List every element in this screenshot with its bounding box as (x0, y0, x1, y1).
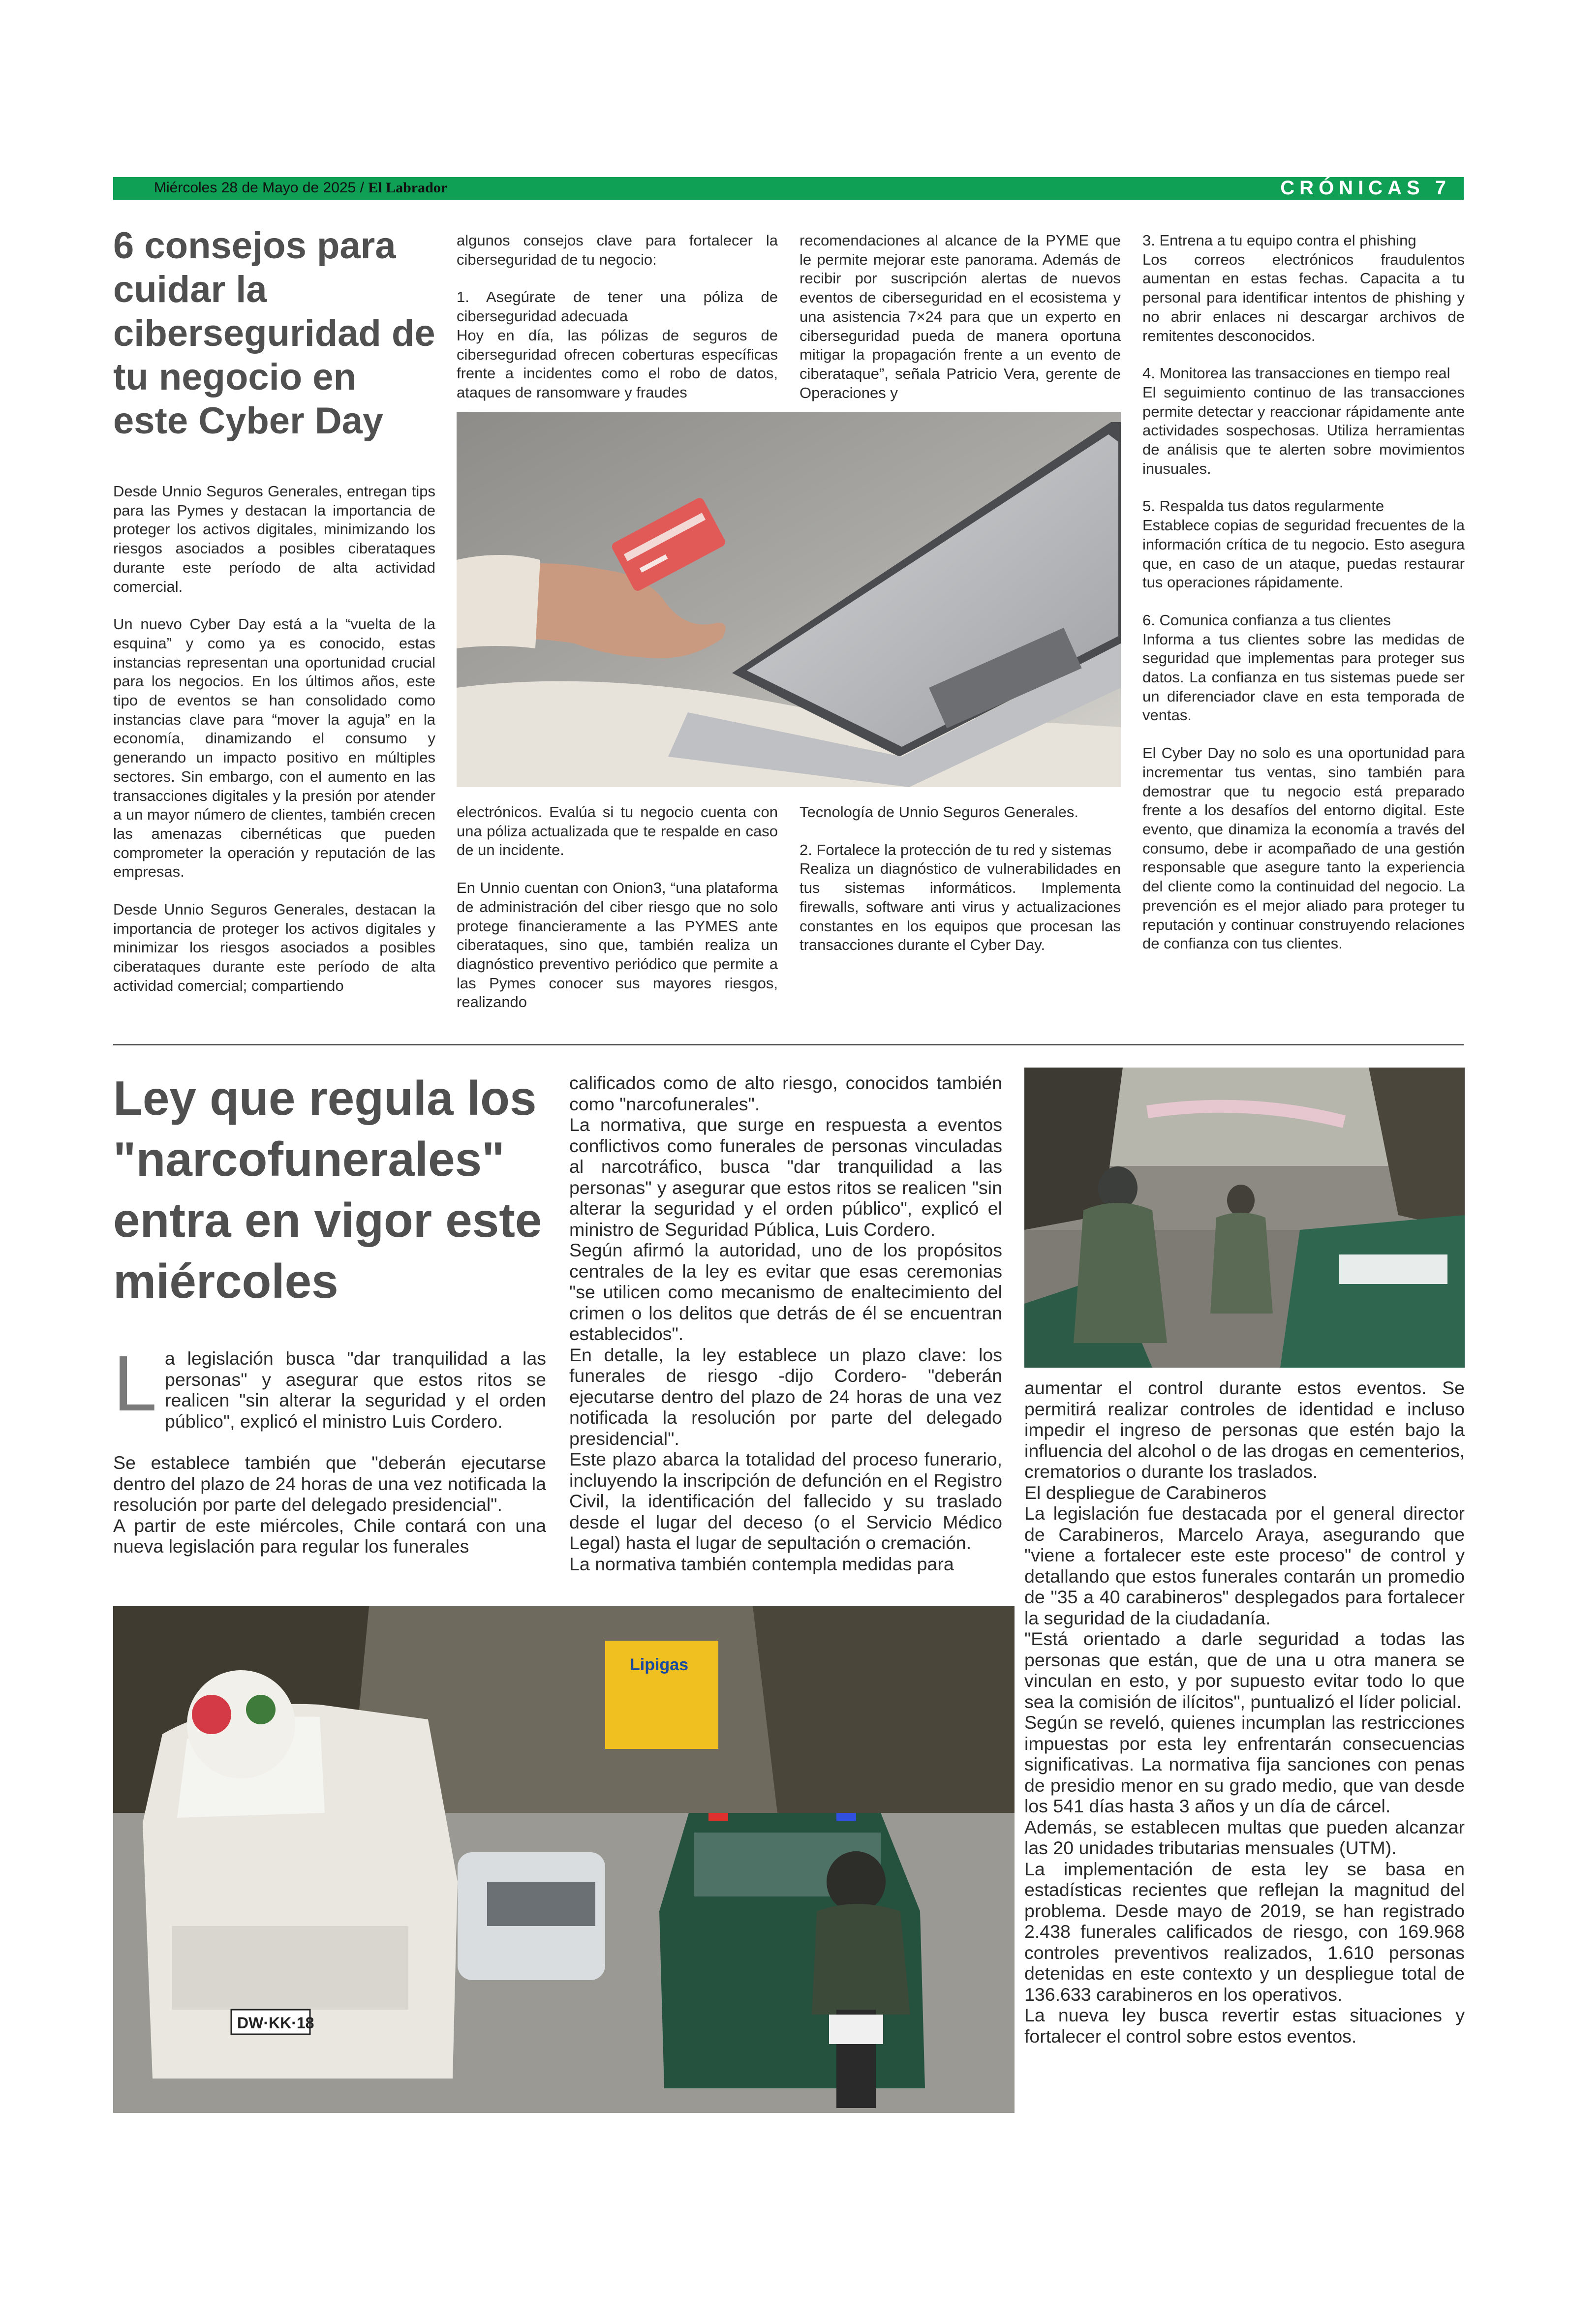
article1-headline: 6 consejos para cuidar la ciberseguridad de tu negocio en este Cyber Day (113, 225, 435, 442)
article2-paragraph: La implementación de esta ley se basa en estadísticas recientes que reflejan la magnitud del problema. Desde mayo de 2019, se han registrado 2.438 funerales calificados de riesgo, con 169.968 controles preventivos realizados, 1.610 personas detenidas en este contexto y un despliegue total de 136.633 carabineros en los operativos. (1024, 1858, 1465, 2005)
article2-paragraph: Este plazo abarca la totalidad del proceso funerario, incluyendo la inscripción de defunción en el Registro Civil, la identificación del fallecido y su traslado desde el lugar del deceso (o el Servicio Médico Legal) hasta el lugar de sepultación o cremación. (569, 1449, 1002, 1553)
article1-paragraph: recomendaciones al alcance de la PYME que le permite mejorar este panorama. Además de recibir por suscripción alertas de nuevos eventos de ciberseguridad en el ecosistema y una asistencia 7×24 para que un experto en ciberseguridad pueda de manera oportuna mitigar la propagación frente a un evento de ciberataque”, señala Patricio Vera, gerente de Operaciones y (800, 232, 1121, 401)
article2-paragraph: Además, se establecen multas que pueden alcanzar las 20 unidades tributarias mensuales (UTM). (1024, 1816, 1465, 1858)
article2-lead (113, 1339, 546, 1432)
article1-column-3-top (800, 231, 1121, 402)
article2-paragraph: A partir de este miércoles, Chile contará con una nueva legislación para regular los funerales (113, 1515, 546, 1557)
article2-subhead: El despliegue de Carabineros (1024, 1482, 1266, 1503)
article-divider (113, 1044, 1464, 1045)
tip-5-text: Establece copias de seguridad frecuentes de la información crítica de tu negocio. Esto asegura que, en caso de un ataque, puedas restaurar tus operaciones rápidamente. (1142, 517, 1465, 591)
article1-paragraph: electrónicos. Evalúa si tu negocio cuenta con una póliza actualizada que te respalde en caso de un incidente. (457, 803, 778, 859)
tip-2-title: 2. Fortalece la protección de tu red y sistemas (800, 841, 1112, 858)
tip-1-text: Hoy en día, las pólizas de seguros de ciberseguridad ofrecen coberturas específicas frente a incidentes como el robo de datos, ataques de ransomware y fraudes (457, 326, 778, 401)
article2-paragraph: calificados como de alto riesgo, conocidos también como "narcofunerales". (569, 1072, 1002, 1114)
article2-paragraph: La normativa también contempla medidas para (569, 1553, 954, 1574)
article1-column-4 (1142, 231, 1465, 953)
newspaper-name: El Labrador (368, 180, 448, 196)
article1-paragraph: Un nuevo Cyber Day está a la “vuelta de la esquina” y como ya es conocido, estas instancias representan una oportunidad crucial para los negocios. En los últimos años, este tipo de eventos se han consolidado como instancias clave para “mover la aguja” en la economía, dinamizando el consumo y generando un impacto positivo en múltiples sectores. Sin embargo, con el aumento en las transacciones digitales y la presión por atender a un mayor número de clientes, también crecen las amenazas cibernéticas que pueden comprometer la operación y reputación de las empresas. (113, 615, 435, 881)
tip-1-title: 1. Asegúrate de tener una póliza de ciberseguridad adecuada (457, 288, 778, 325)
article1-paragraph: algunos consejos clave para fortalecer la ciberseguridad de tu negocio: (457, 232, 778, 268)
article2-paragraph: La legislación fue destacada por el general director de Carabineros, Marcelo Araya, asegurando que "viene a fortalecer este este proceso" de control y detallando que estos funerales contarán un promedio de "35 a 40 carabineros" desplegados para fortalecer la seguridad de la ciudadanía. (1024, 1503, 1465, 1628)
article2-paragraph: Según se reveló, quienes incumplan las restricciones impuestas por esta ley enfrentarán consecuencias significativas. La normativa fija sanciones con penas de presidio menor en su grado medio, que van desde los 541 días hasta 3 años y un día de cárcel. (1024, 1712, 1465, 1816)
laptop-credit-card-photo (457, 412, 1121, 787)
article2-lead-text: a legislación busca "dar tranquilidad a las personas" y asegurar que estos ritos se realicen "sin alterar la seguridad y el orden público", explicó el ministro Luis Cordero. (164, 1348, 546, 1432)
article1-paragraph: En Unnio cuentan con Onion3, “una plataforma de administración del ciber riesgo que no solo protege financieramente a las PYMES ante ciberataques, sino que, también realiza un diagnóstico preventivo periódico que permite a las Pymes conocer sus mayores riesgos, realizando (457, 879, 778, 1011)
article2-paragraph: Según afirmó la autoridad, uno de los propósitos centrales de la ley es evitar que esas ceremonias "se utilicen como mecanismo de enaltecimiento del crimen o los delitos que detrás de él se encuentran establecidos". (569, 1240, 1002, 1344)
article1-column-1 (113, 482, 435, 1014)
article2-column-1 (113, 1339, 546, 1557)
article1-column-3-bottom (800, 803, 1121, 955)
header-separator: / (356, 180, 369, 196)
article1-paragraph: Desde Unnio Seguros Generales, destacan la importancia de proteger los activos digitales y minimizar los riesgos asociados a posibles ciberataques durante este período de alta actividad comercial; compartiendo (113, 901, 435, 994)
article2-headline: Ley que regula los "narcofunerales" entra en vigor este miércoles (113, 1071, 542, 1308)
issue-date: Miércoles 28 de Mayo de 2025 (154, 180, 356, 196)
tip-3-text: Los correos electrónicos fraudulentos aumentan en estas fechas. Capacita a tu personal para identificar intentos de phishing y no abrir enlaces ni descargar archivos de remitentes desconocidos. (1142, 250, 1465, 344)
tip-2-text: Realiza un diagnóstico de vulnerabilidades en tus sistemas informáticos. Implementa firewalls, software anti virus y actualizaciones constantes en los equipos que procesan las transacciones durante el Cyber Day. (800, 860, 1121, 954)
lipigas-sign: Lipigas (630, 1655, 689, 1674)
article1-column-2-top (457, 231, 778, 402)
section-label: CRÓNICAS 7 (1280, 177, 1451, 199)
tip-3-title: 3. Entrena a tu equipo contra el phishing (1142, 232, 1416, 249)
article2-paragraph: Se establece también que "deberán ejecutarse dentro del plazo de 24 horas de una vez notificada la resolución por parte del delegado presidencial". (113, 1452, 546, 1515)
article1-lead: Desde Unnio Seguros Generales, entregan tips para las Pymes y destacan la importancia de proteger los activos digitales, minimizando los riesgos asociados a posibles ciberataques durante este período de alta actividad comercial. (113, 483, 435, 595)
article2-column-3 (1024, 1377, 1465, 2047)
article2-paragraph: aumentar el control durante estos eventos. Se permitirá realizar controles de identidad e incluso impedir el ingreso de personas que estén bajo la influencia del alcohol o de las drogas en cementerios, crematorios o durante los traslados. (1024, 1377, 1465, 1482)
tip-6-title: 6. Comunica confianza a tus clientes (1142, 611, 1391, 629)
tip-5-title: 5. Respalda tus datos regularmente (1142, 497, 1384, 515)
article2-paragraph: La nueva ley busca revertir estas situaciones y fortalecer el control sobre estos eventos. (1024, 2005, 1465, 2047)
tip-4-text: El seguimiento continuo de las transacciones permite detectar y reaccionar rápidamente ante actividades sospechosas. Utiliza herramientas de análisis que te alerten sobre movimientos inusuales. (1142, 383, 1465, 477)
tip-4-title: 4. Monitorea las transacciones en tiempo real (1142, 365, 1450, 382)
article1-paragraph: Tecnología de Unnio Seguros Generales. (800, 803, 1078, 821)
police-officers-street-photo (1024, 1068, 1465, 1368)
article1-closing: El Cyber Day no solo es una oportunidad para incrementar tus ventas, sino también para demostrar que tu negocio está preparado frente a los desafíos del entorno digital. Este evento, que dinamiza la economía a través del consumo, debe ir acompañado de una gestión responsable que asegure tanto la experiencia del cliente como la continuidad del negocio. La prevención es el mejor aliado para proteger tu reputación y continuar construyendo relaciones de confianza con tus clientes. (1142, 744, 1465, 952)
license-plate: DW·KK·18 (237, 2014, 314, 2032)
article2-column-2 (569, 1072, 1002, 1574)
header-date (154, 178, 447, 198)
article2-paragraph: La normativa, que surge en respuesta a eventos conflictivos como funerales de personas vinculadas al narcotráfico, busca "dar tranquilidad a las personas" y asegurar que estos ritos se realicen "sin alterar la seguridad y el orden público", explicó el ministro de Seguridad Pública, Luis Cordero. (569, 1114, 1002, 1240)
drop-cap: L (113, 1339, 157, 1427)
article2-paragraph: En detalle, la ley establece un plazo clave: los funerales de riesgo -dijo Cordero- "deberán ejecutarse dentro del plazo de 24 horas de una vez notificada la resolución por parte del delegado presidencial". (569, 1344, 1002, 1449)
article2-paragraph: "Está orientado a darle seguridad a todas las personas que están, que de una u otra manera se vinculan en esto, y por supuesto evitar todo lo que sea la comisión de ilícitos", puntualizó el líder policial. (1024, 1628, 1465, 1712)
funeral-procession-photo (113, 1606, 1015, 2113)
article1-column-2-bottom (457, 803, 778, 1012)
tip-6-text: Informa a tus clientes sobre las medidas de seguridad que implementas para proteger sus datos. La confianza en tus sistemas puede ser un diferenciador clave en esta temporada de ventas. (1142, 630, 1465, 724)
